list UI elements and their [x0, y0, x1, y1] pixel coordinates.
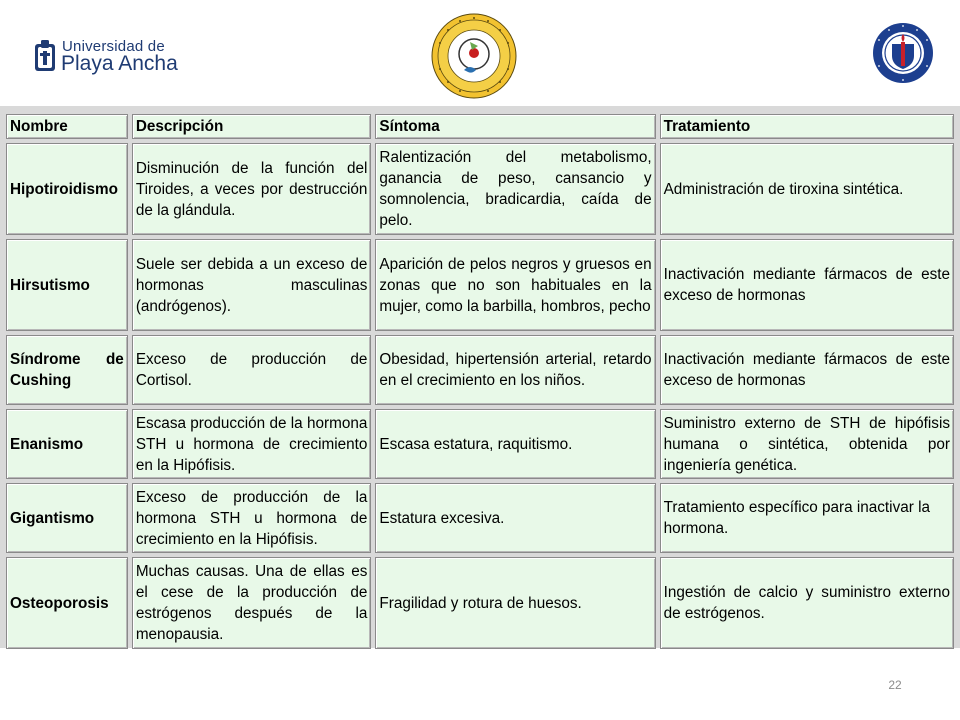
cell-nombre: Síndrome de Cushing	[6, 335, 128, 405]
column-header-nombre: Nombre	[6, 114, 128, 139]
column-header-tratamiento: Tratamiento	[660, 114, 954, 139]
cell-tratamiento: Inactivación mediante fármacos de este exceso de hormonas	[660, 335, 954, 405]
logo-text-line2: Playa Ancha	[61, 52, 178, 75]
cell-sintoma: Estatura excesiva.	[375, 483, 655, 553]
logo-text-line1: Universidad de	[62, 38, 165, 55]
university-emblem-icon	[34, 38, 56, 72]
cell-nombre: Enanismo	[6, 409, 128, 479]
cell-tratamiento: Inactivación mediante fármacos de este exceso de hormonas	[660, 239, 954, 331]
cell-sintoma: Escasa estatura, raquitismo.	[375, 409, 655, 479]
cell-sintoma: Fragilidad y rotura de huesos.	[375, 557, 655, 649]
cell-descripcion: Suele ser debida a un exceso de hormonas masculinas (andrógenos).	[132, 239, 372, 331]
column-header-descripcion: Descripción	[132, 114, 372, 139]
cell-tratamiento: Tratamiento específico para inactivar la hormona.	[660, 483, 954, 553]
cell-nombre: Hirsutismo	[6, 239, 128, 331]
table-row	[6, 483, 954, 553]
column-header-sintoma: Síntoma	[375, 114, 655, 139]
cell-tratamiento: Suministro externo de STH de hipófisis humana o sintética, obtenida por ingeniería genética.	[660, 409, 954, 479]
cell-descripcion: Exceso de producción de Cortisol.	[132, 335, 372, 405]
table-frame	[0, 106, 960, 648]
cell-sintoma: Aparición de pelos negros y gruesos en zonas que no son habituales en la mujer, como la barbilla, hombros, pecho	[375, 239, 655, 331]
cell-tratamiento: Administración de tiroxina sintética.	[660, 143, 954, 235]
department-seal-icon	[430, 12, 518, 100]
cell-sintoma: Ralentización del metabolismo, ganancia de peso, cansancio y somnolencia, bradicardia, caída de pelo.	[375, 143, 655, 235]
table-row	[6, 409, 954, 479]
table-row	[6, 557, 954, 649]
table-header-row	[6, 114, 954, 139]
table-row	[6, 239, 954, 331]
cell-tratamiento: Ingestión de calcio y suministro externo de estrógenos.	[660, 557, 954, 649]
cell-descripcion: Exceso de producción de la hormona STH u hormona de crecimiento en la Hipófisis.	[132, 483, 372, 553]
table-row	[6, 143, 954, 235]
table-row	[6, 335, 954, 405]
cell-descripcion: Escasa producción de la hormona STH u hormona de crecimiento en la Hipófisis.	[132, 409, 372, 479]
hormone-disorders-table	[2, 110, 958, 653]
cell-descripcion: Disminución de la función del Tiroides, a veces por destrucción de la glándula.	[132, 143, 372, 235]
cell-sintoma: Obesidad, hipertensión arterial, retardo en el crecimiento en los niños.	[375, 335, 655, 405]
cell-descripcion: Muchas causas. Una de ellas es el cese de la producción de estrógenos después de la menopausia.	[132, 557, 372, 649]
college-seal-icon	[872, 22, 934, 84]
page-number: 22	[888, 678, 902, 692]
cell-nombre: Osteoporosis	[6, 557, 128, 649]
university-logo	[34, 38, 194, 78]
cell-nombre: Hipotiroidismo	[6, 143, 128, 235]
cell-nombre: Gigantismo	[6, 483, 128, 553]
